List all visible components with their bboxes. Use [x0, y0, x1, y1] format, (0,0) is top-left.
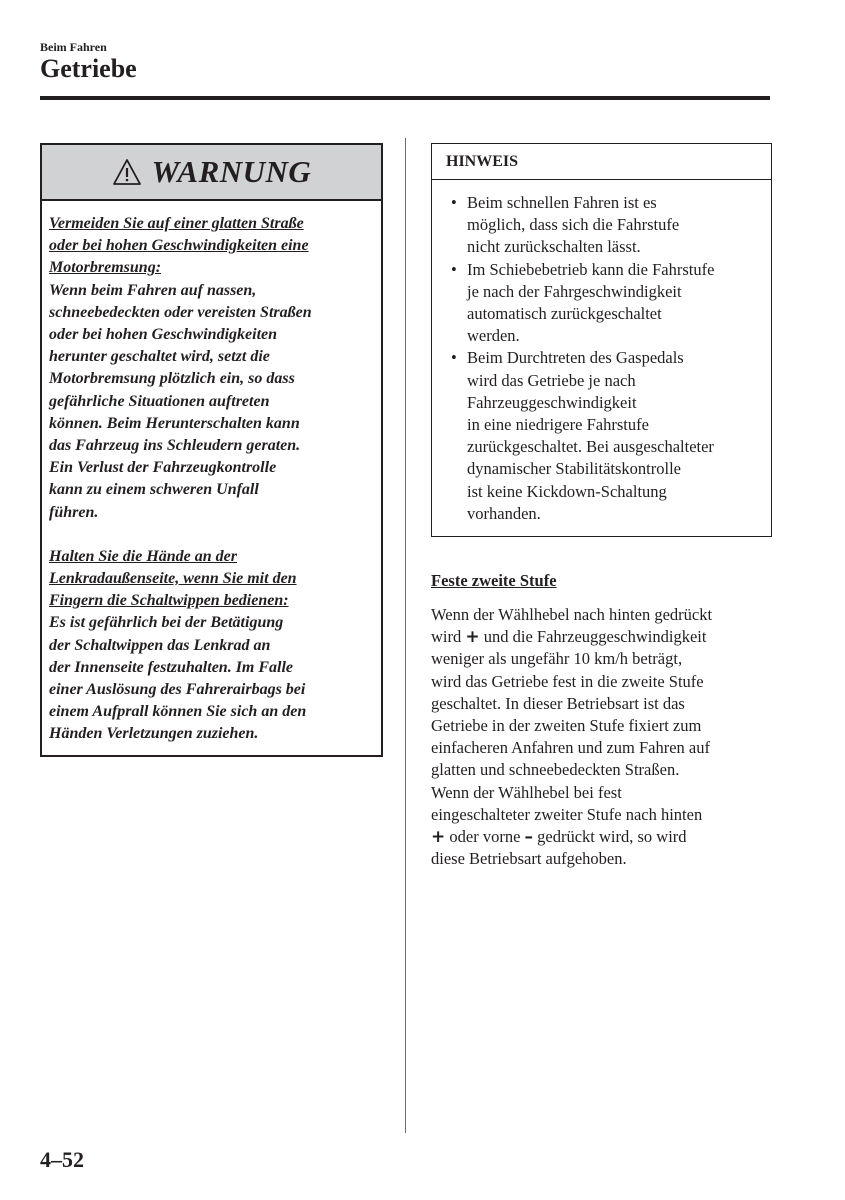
warning-text-line: Wenn beim Fahren auf nassen, [49, 281, 257, 299]
feste-body [431, 604, 776, 870]
body-fragment: gedrückt wird, so wird [537, 827, 687, 847]
warning-heading-line: Fingern die Schaltwippen bedienen: [49, 592, 289, 610]
hinweis-line: nicht zurückschalten lässt. [467, 237, 641, 257]
column-divider [405, 138, 406, 1133]
hinweis-line: je nach der Fahrgeschwindigkeit [467, 281, 682, 301]
body-line: Wenn der Wählhebel bei fest [431, 782, 622, 802]
hinweis-line: automatisch zurückgeschaltet [467, 304, 662, 324]
body-line [431, 826, 776, 848]
warning-text-line: der Innenseite festzuhalten. Im Falle [49, 658, 294, 676]
hinweis-line: werden. [467, 326, 520, 346]
bullet-icon: • [451, 348, 457, 368]
body-line: eingeschalteter zweiter Stufe nach hinten [431, 804, 703, 824]
hinweis-title: HINWEIS [432, 144, 771, 180]
hinweis-item [451, 259, 771, 348]
warning-title: WARNUNG [151, 154, 312, 189]
body-fragment: oder vorne [449, 827, 521, 847]
body-line [431, 626, 776, 648]
hinweis-line: vorhanden. [467, 503, 541, 523]
warning-text-line: Motorbremsung plötzlich ein, so dass [49, 370, 295, 388]
warning-header [42, 145, 381, 201]
hinweis-box [431, 143, 772, 537]
warning-heading-line: Lenkradaußenseite, wenn Sie mit den [49, 570, 297, 588]
warning-text-line: oder bei hohen Geschwindigkeiten [49, 326, 278, 344]
hinweis-line: Im Schiebebetrieb kann die Fahrstufe [467, 259, 715, 279]
hinweis-line: wird das Getriebe je nach [467, 370, 636, 390]
warning-heading-line: Vermeiden Sie auf einer glatten Straße [49, 215, 304, 232]
section-label: Beim Fahren [40, 40, 107, 54]
warning-paragraph-1 [49, 213, 373, 524]
hinweis-line: Beim schnellen Fahren ist es [467, 193, 657, 212]
warning-text-line: das Fahrzeug ins Schleudern geraten. [49, 437, 301, 455]
warning-text-line: können. Beim Herunterschalten kann [49, 414, 300, 432]
warning-paragraph-2 [49, 546, 373, 746]
hinweis-item [451, 347, 771, 525]
warning-heading-line: oder bei hohen Geschwindigkeiten eine [49, 237, 309, 255]
bullet-icon: • [451, 193, 457, 212]
warning-text-line: der Schaltwippen das Lenkrad an [49, 636, 271, 654]
body-fragment: wird [431, 627, 462, 647]
hinweis-item [451, 192, 771, 259]
warning-triangle-icon [112, 157, 142, 187]
plus-icon: + [431, 827, 446, 848]
body-line: wird das Getriebe fest in die zweite Stufe [431, 671, 704, 691]
body-line: weniger als ungefähr 10 km/h beträgt, [431, 649, 683, 669]
hinweis-line: ist keine Kickdown-Schaltung [467, 481, 667, 501]
minus-icon: – [524, 827, 534, 848]
warning-text-line: einer Auslösung des Fahrerairbags bei [49, 681, 306, 699]
warning-heading-line: Halten Sie die Hände an der [49, 547, 237, 565]
hinweis-list [432, 180, 771, 525]
hinweis-line: zurückgeschaltet. Bei ausgeschalteter [467, 437, 714, 457]
hinweis-line: Beim Durchtreten des Gaspedals [467, 348, 684, 368]
body-line: Wenn der Wählhebel nach hinten gedrückt [431, 605, 713, 624]
body-line: diese Betriebsart aufgehoben. [431, 849, 627, 869]
feste-heading: Feste zweite Stufe [431, 571, 557, 590]
warning-text-line: Es ist gefährlich bei der Betätigung [49, 614, 284, 632]
page-number: 4–52 [40, 1147, 84, 1172]
warning-text-line: gefährliche Situationen auftreten [49, 392, 270, 410]
plus-icon: + [465, 627, 480, 648]
warning-text-line: einem Aufprall können Sie sich an den [49, 703, 307, 721]
warning-text-line: Ein Verlust der Fahrzeugkontrolle [49, 459, 277, 477]
body-line: Getriebe in der zweiten Stufe fixiert zum [431, 716, 702, 736]
warning-text-line: kann zu einem schweren Unfall [49, 481, 259, 499]
body-line: glatten und schneebedeckten Straßen. [431, 760, 680, 780]
warning-box [40, 143, 383, 757]
body-fragment: und die Fahrzeuggeschwindigkeit [483, 627, 707, 647]
warning-text-line: herunter geschaltet wird, setzt die [49, 348, 270, 366]
bullet-icon: • [451, 259, 457, 279]
hinweis-line: in eine niedrigere Fahrstufe [467, 415, 649, 435]
warning-body [42, 201, 381, 746]
hinweis-line: Fahrzeuggeschwindigkeit [467, 392, 637, 412]
hinweis-line: möglich, dass sich die Fahrstufe [467, 215, 680, 235]
title-rule [40, 96, 770, 100]
body-line: geschaltet. In dieser Betriebsart ist das [431, 693, 685, 713]
hinweis-line: dynamischer Stabilitätskontrolle [467, 459, 682, 479]
warning-text-line: Händen Verletzungen zuziehen. [49, 725, 259, 743]
page-title: Getriebe [40, 54, 137, 83]
body-line: einfacheren Anfahren und zum Fahren auf [431, 738, 711, 758]
warning-text-line: führen. [49, 503, 99, 521]
warning-heading-line: Motorbremsung: [49, 259, 162, 277]
warning-text-line: schneebedeckten oder vereisten Straßen [49, 303, 312, 321]
